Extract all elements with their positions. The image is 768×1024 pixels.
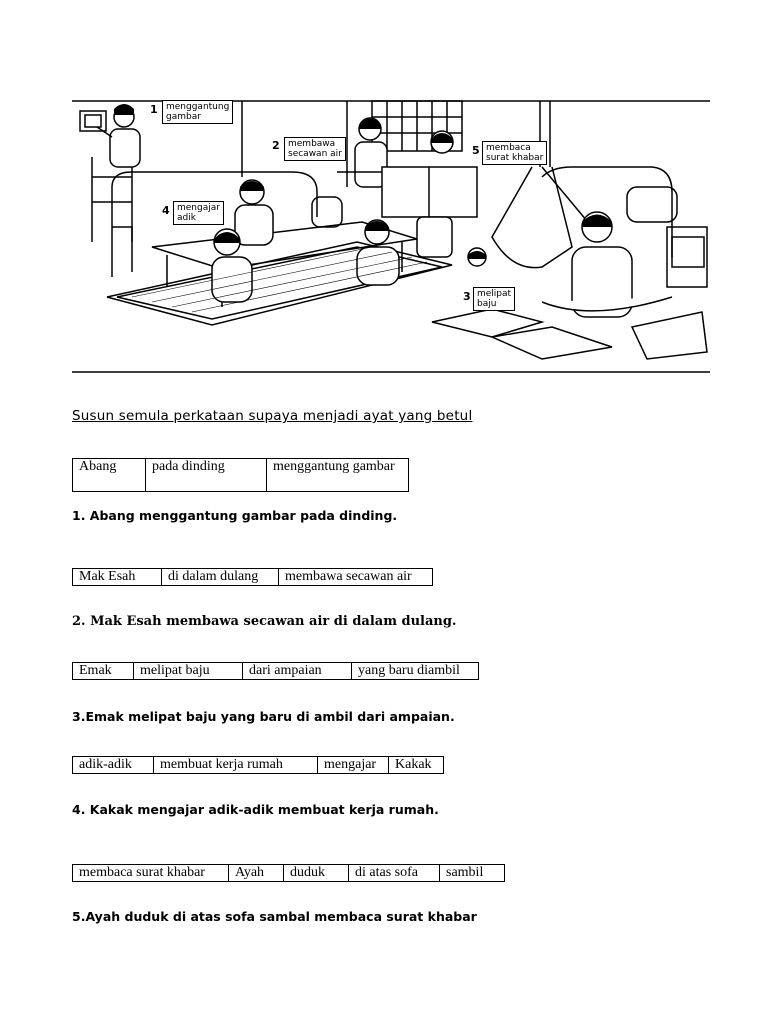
word-cell: dari ampaian <box>243 663 352 680</box>
word-cell: melipat baju <box>134 663 243 680</box>
word-cell: duduk <box>284 865 349 882</box>
word-cell: membaca surat khabar <box>73 865 229 882</box>
word-table-1 <box>72 458 409 492</box>
instruction-heading: Susun semula perkataan supaya menjadi ayat yang betul <box>72 408 473 424</box>
family-scene-drawing <box>72 97 710 374</box>
word-cell: mengajar <box>318 757 389 774</box>
callout-number-4: 4 <box>162 204 170 217</box>
word-cell: pada dinding <box>146 459 267 492</box>
callout-number-2: 2 <box>272 139 280 152</box>
callout-number-5: 5 <box>472 144 480 157</box>
word-table-3 <box>72 662 479 680</box>
callout-number-1: 1 <box>150 103 158 116</box>
word-cell: menggantung gambar <box>267 459 409 492</box>
answer-sentence-1: 1. Abang menggantung gambar pada dinding. <box>72 508 398 523</box>
word-table-4 <box>72 756 444 774</box>
word-cell: Mak Esah <box>73 569 162 586</box>
word-cell: di atas sofa <box>349 865 440 882</box>
word-cell: Emak <box>73 663 134 680</box>
word-table-2 <box>72 568 433 586</box>
word-cell: membawa secawan air <box>279 569 433 586</box>
word-cell: membuat kerja rumah <box>154 757 318 774</box>
callout-membawa-secawan-air: membawa secawan air <box>284 137 346 161</box>
word-cell: yang baru diambil <box>352 663 479 680</box>
word-cell: Kakak <box>389 757 444 774</box>
answer-sentence-4: 4. Kakak mengajar adik-adik membuat kerja rumah. <box>72 802 439 817</box>
callout-menggantung-gambar: menggantung gambar <box>162 100 233 124</box>
answer-sentence-5: 5.Ayah duduk di atas sofa sambal membaca surat khabar <box>72 909 477 924</box>
family-illustration <box>72 97 710 374</box>
answer-sentence-3: 3.Emak melipat baju yang baru di ambil dari ampaian. <box>72 709 455 724</box>
word-cell: Abang <box>73 459 146 492</box>
callout-melipat-baju: melipat baju <box>473 287 515 311</box>
callout-membaca-surat-khabar: membaca surat khabar <box>482 141 547 165</box>
word-cell: di dalam dulang <box>162 569 279 586</box>
word-table-5 <box>72 864 505 882</box>
word-cell: adik-adik <box>73 757 154 774</box>
callout-mengajar-adik: mengajar adik <box>173 201 224 225</box>
answer-sentence-2: 2. Mak Esah membawa secawan air di dalam dulang. <box>72 614 457 629</box>
word-cell: sambil <box>440 865 505 882</box>
callout-number-3: 3 <box>463 290 471 303</box>
word-cell: Ayah <box>229 865 284 882</box>
